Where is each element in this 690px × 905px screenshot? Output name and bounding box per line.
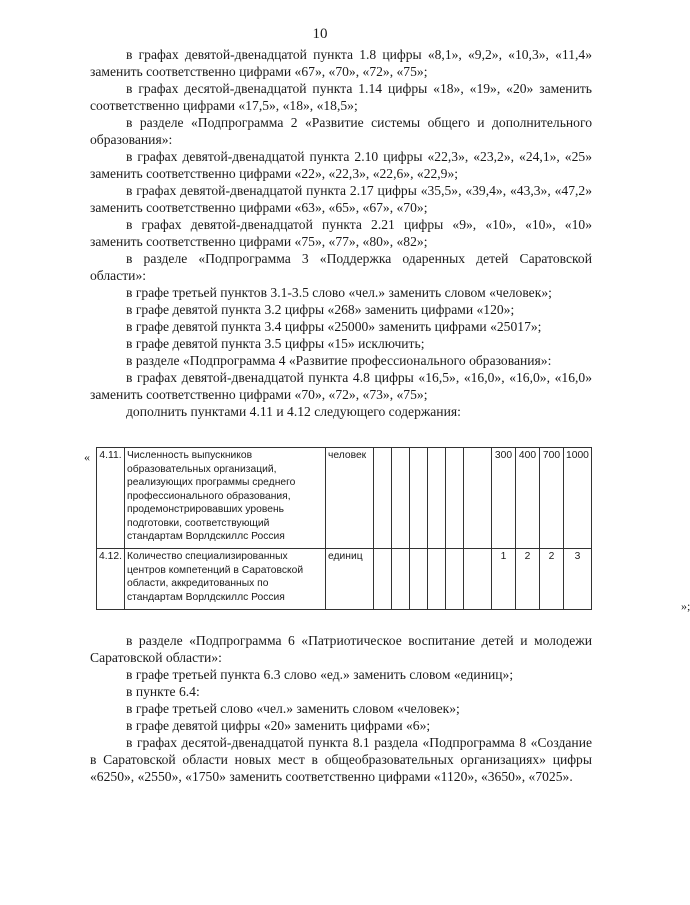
paragraph: в графе девятой цифры «20» заменить цифрами «6»; bbox=[126, 718, 431, 733]
empty-cell bbox=[392, 549, 410, 610]
value-cell: 400 bbox=[516, 448, 540, 549]
value-cell: 3 bbox=[564, 549, 592, 610]
page-number: 10 bbox=[312, 26, 328, 42]
item-number: 4.12. bbox=[97, 549, 125, 610]
paragraph: в разделе «Подпрограмма 4 «Развитие профессионального образования»: bbox=[126, 353, 552, 368]
paragraph: в графе девятой пункта 3.5 цифры «15» исключить; bbox=[126, 336, 425, 351]
empty-cell bbox=[410, 448, 428, 549]
empty-cell bbox=[392, 448, 410, 549]
paragraph: в графах десятой-двенадцатой пункта 8.1 раздела «Подпрограмма 8 «Создание в Саратовской области новых мест в общеобразовательных организациях» цифры «6250», «2550», «1750» заменить соответственно цифрами «1120», «3650», «7025». bbox=[90, 735, 592, 784]
empty-cell bbox=[428, 448, 446, 549]
empty-cell bbox=[464, 549, 492, 610]
paragraph: в графах девятой-двенадцатой пункта 2.10 цифры «22,3», «23,2», «24,1», «25» заменить соответственно цифрами «22», «22,3», «22,6», «22,9»; bbox=[90, 149, 592, 181]
value-cell: 2 bbox=[516, 549, 540, 610]
table-row bbox=[97, 448, 592, 549]
paragraph: в пункте 6.4: bbox=[126, 684, 200, 699]
paragraph: в разделе «Подпрограмма 2 «Развитие системы общего и дополнительного образования»: bbox=[90, 115, 592, 147]
paragraph: в разделе «Подпрограмма 6 «Патриотическое воспитание детей и молодежи Саратовской области»: bbox=[90, 633, 592, 665]
empty-cell bbox=[464, 448, 492, 549]
value-cell: 700 bbox=[540, 448, 564, 549]
paragraph: в графе третьей пункта 6.3 слово «ед.» заменить словом «единиц»; bbox=[126, 667, 514, 682]
value-cell: 1 bbox=[492, 549, 516, 610]
paragraph: дополнить пунктами 4.11 и 4.12 следующего содержания: bbox=[126, 404, 461, 419]
paragraph: в графе третьей слово «чел.» заменить словом «человек»; bbox=[126, 701, 460, 716]
paragraph: в графе девятой пункта 3.4 цифры «25000» заменить цифрами «25017»; bbox=[126, 319, 542, 334]
value-cell: 300 bbox=[492, 448, 516, 549]
inserted-items-table bbox=[96, 447, 592, 610]
empty-cell bbox=[428, 549, 446, 610]
closing-quote: »; bbox=[681, 599, 690, 613]
empty-cell bbox=[374, 549, 392, 610]
indicator-name: Численность выпускников образовательных организаций, реализующих программы среднего профессионального образования, продемонстрировавших уровень подготовки, соответствующий стандартам Ворлдскиллс Россия bbox=[125, 448, 326, 549]
item-number: 4.11. bbox=[97, 448, 125, 549]
unit-of-measure: единиц bbox=[326, 549, 374, 610]
paragraph: в графах девятой-двенадцатой пункта 2.21 цифры «9», «10», «10», «10» заменить соответственно цифрами «75», «77», «80», «82»; bbox=[90, 217, 592, 249]
paragraph: в графе девятой пункта 3.2 цифры «268» заменить цифрами «120»; bbox=[126, 302, 515, 317]
paragraph: в графах девятой-двенадцатой пункта 2.17 цифры «35,5», «39,4», «43,3», «47,2» заменить соответственно цифрами «63», «65», «67», «70»; bbox=[90, 183, 592, 215]
value-cell: 1000 bbox=[564, 448, 592, 549]
empty-cell bbox=[446, 448, 464, 549]
unit-of-measure: человек bbox=[326, 448, 374, 549]
opening-quote: « bbox=[84, 450, 90, 464]
empty-cell bbox=[446, 549, 464, 610]
paragraph: в графах десятой-двенадцатой пункта 1.14 цифры «18», «19», «20» заменить соответственно цифрами «17,5», «18», «18,5»; bbox=[90, 81, 592, 113]
paragraph: в графах девятой-двенадцатой пункта 1.8 цифры «8,1», «9,2», «10,3», «11,4» заменить соответственно цифрами «67», «70», «72», «75»; bbox=[90, 47, 592, 79]
table-row bbox=[97, 549, 592, 610]
paragraph: в графе третьей пунктов 3.1-3.5 слово «чел.» заменить словом «человек»; bbox=[126, 285, 552, 300]
amendments-text-top bbox=[90, 46, 592, 420]
paragraph: в разделе «Подпрограмма 3 «Поддержка одаренных детей Саратовской области»: bbox=[90, 251, 592, 283]
paragraph: в графах девятой-двенадцатой пункта 4.8 цифры «16,5», «16,0», «16,0», «16,0» заменить соответственно цифрами «70», «72», «73», «75»; bbox=[90, 370, 592, 402]
value-cell: 2 bbox=[540, 549, 564, 610]
empty-cell bbox=[410, 549, 428, 610]
indicator-name: Количество специализированных центров компетенций в Саратовской области, аккредитованных по стандартам Ворлдскиллс Россия bbox=[125, 549, 326, 610]
amendments-text-bottom bbox=[90, 632, 592, 785]
empty-cell bbox=[374, 448, 392, 549]
